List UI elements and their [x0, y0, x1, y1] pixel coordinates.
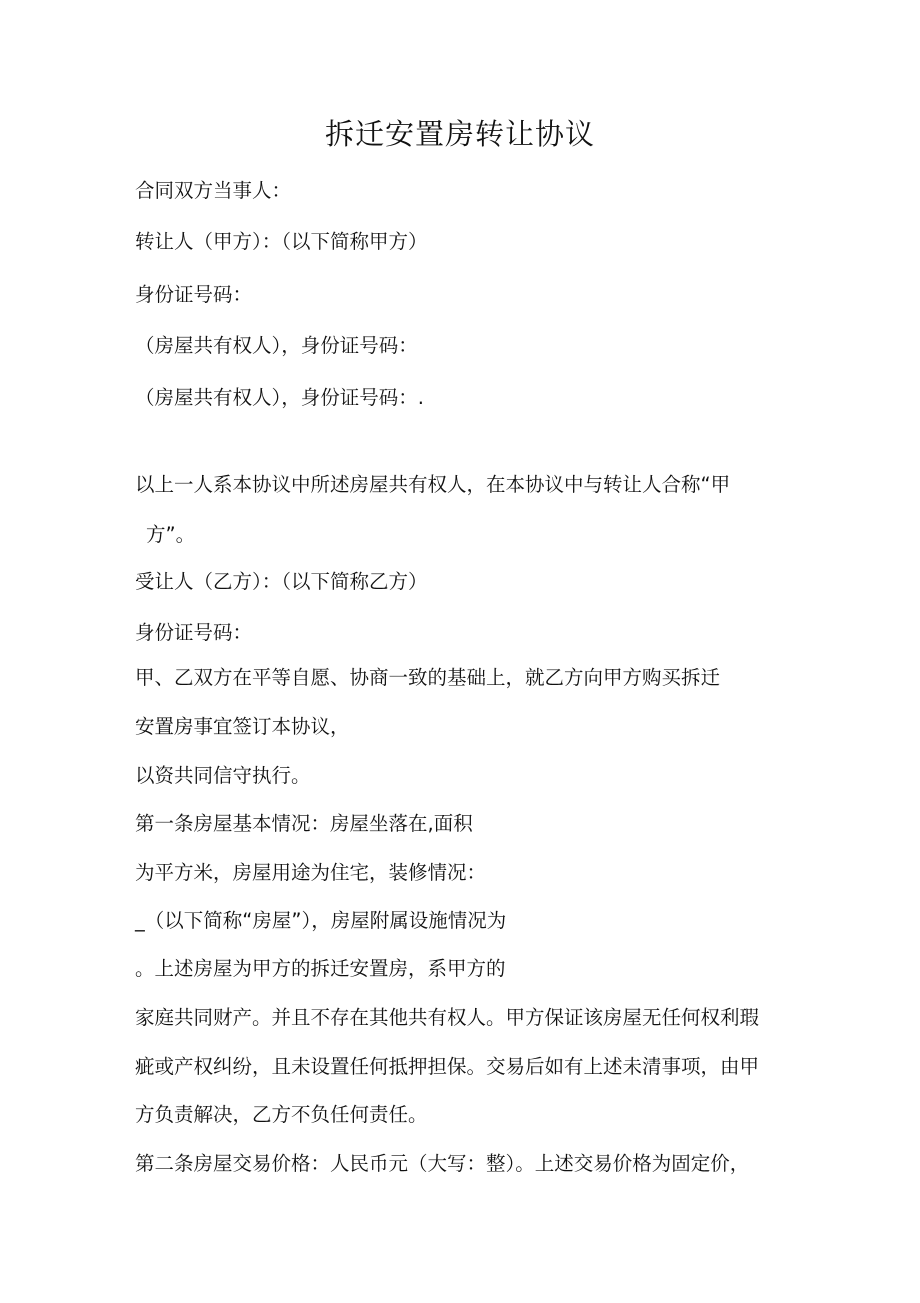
article-2-line-1: 第二条房屋交易价格：人民币元（大写：整）。上述交易价格为固定价， — [135, 1152, 750, 1175]
co-owner-statement-line-2: 方”。 — [146, 523, 196, 546]
article-1-line-5: 家庭共同财产。并且不存在其他共有权人。甲方保证该房屋无任何权利瑕 — [135, 1006, 760, 1029]
article-1-line-4: 。上述房屋为甲方的拆迁安置房，系甲方的 — [135, 957, 506, 980]
document-title: 拆迁安置房转让协议 — [324, 117, 595, 151]
co-owner-statement-line-1: 以上一人系本协议中所述房屋共有权人，在本协议中与转让人合称“甲 — [135, 473, 731, 496]
article-1-line-2: 为平方米，房屋用途为住宅，装修情况： — [135, 861, 487, 884]
article-1-line-1: 第一条房屋基本情况：房屋坐落在,面积 — [135, 812, 473, 835]
transferee-id-line: 身份证号码： — [135, 621, 253, 644]
transferee-line: 受让人（乙方）：（以下简称乙方） — [135, 570, 428, 593]
co-owner-line-1: （房屋共有权人），身份证号码： — [135, 334, 418, 357]
article-1-line-7: 方负责解决，乙方不负任何责任。 — [135, 1103, 428, 1126]
article-1-line-6: 疵或产权纠纷，且未设置任何抵押担保。交易后如有上述未清事项，由甲 — [135, 1055, 760, 1078]
article-1-line-3: _（以下简称“房屋”），房屋附属设施情况为 — [135, 909, 507, 932]
co-owner-line-2: （房屋共有权人），身份证号码：. — [135, 386, 424, 409]
transferor-id-line: 身份证号码： — [135, 283, 253, 306]
party-heading: 合同双方当事人： — [135, 179, 292, 202]
transferor-line: 转让人（甲方）：（以下简称甲方） — [135, 230, 428, 253]
preamble-line-3: 以资共同信守执行。 — [135, 764, 311, 787]
preamble-line-1: 甲、乙双方在平等自愿、协商一致的基础上，就乙方向甲方购买拆迁 — [135, 666, 721, 689]
preamble-line-2: 安置房事宜签订本协议， — [135, 715, 350, 738]
